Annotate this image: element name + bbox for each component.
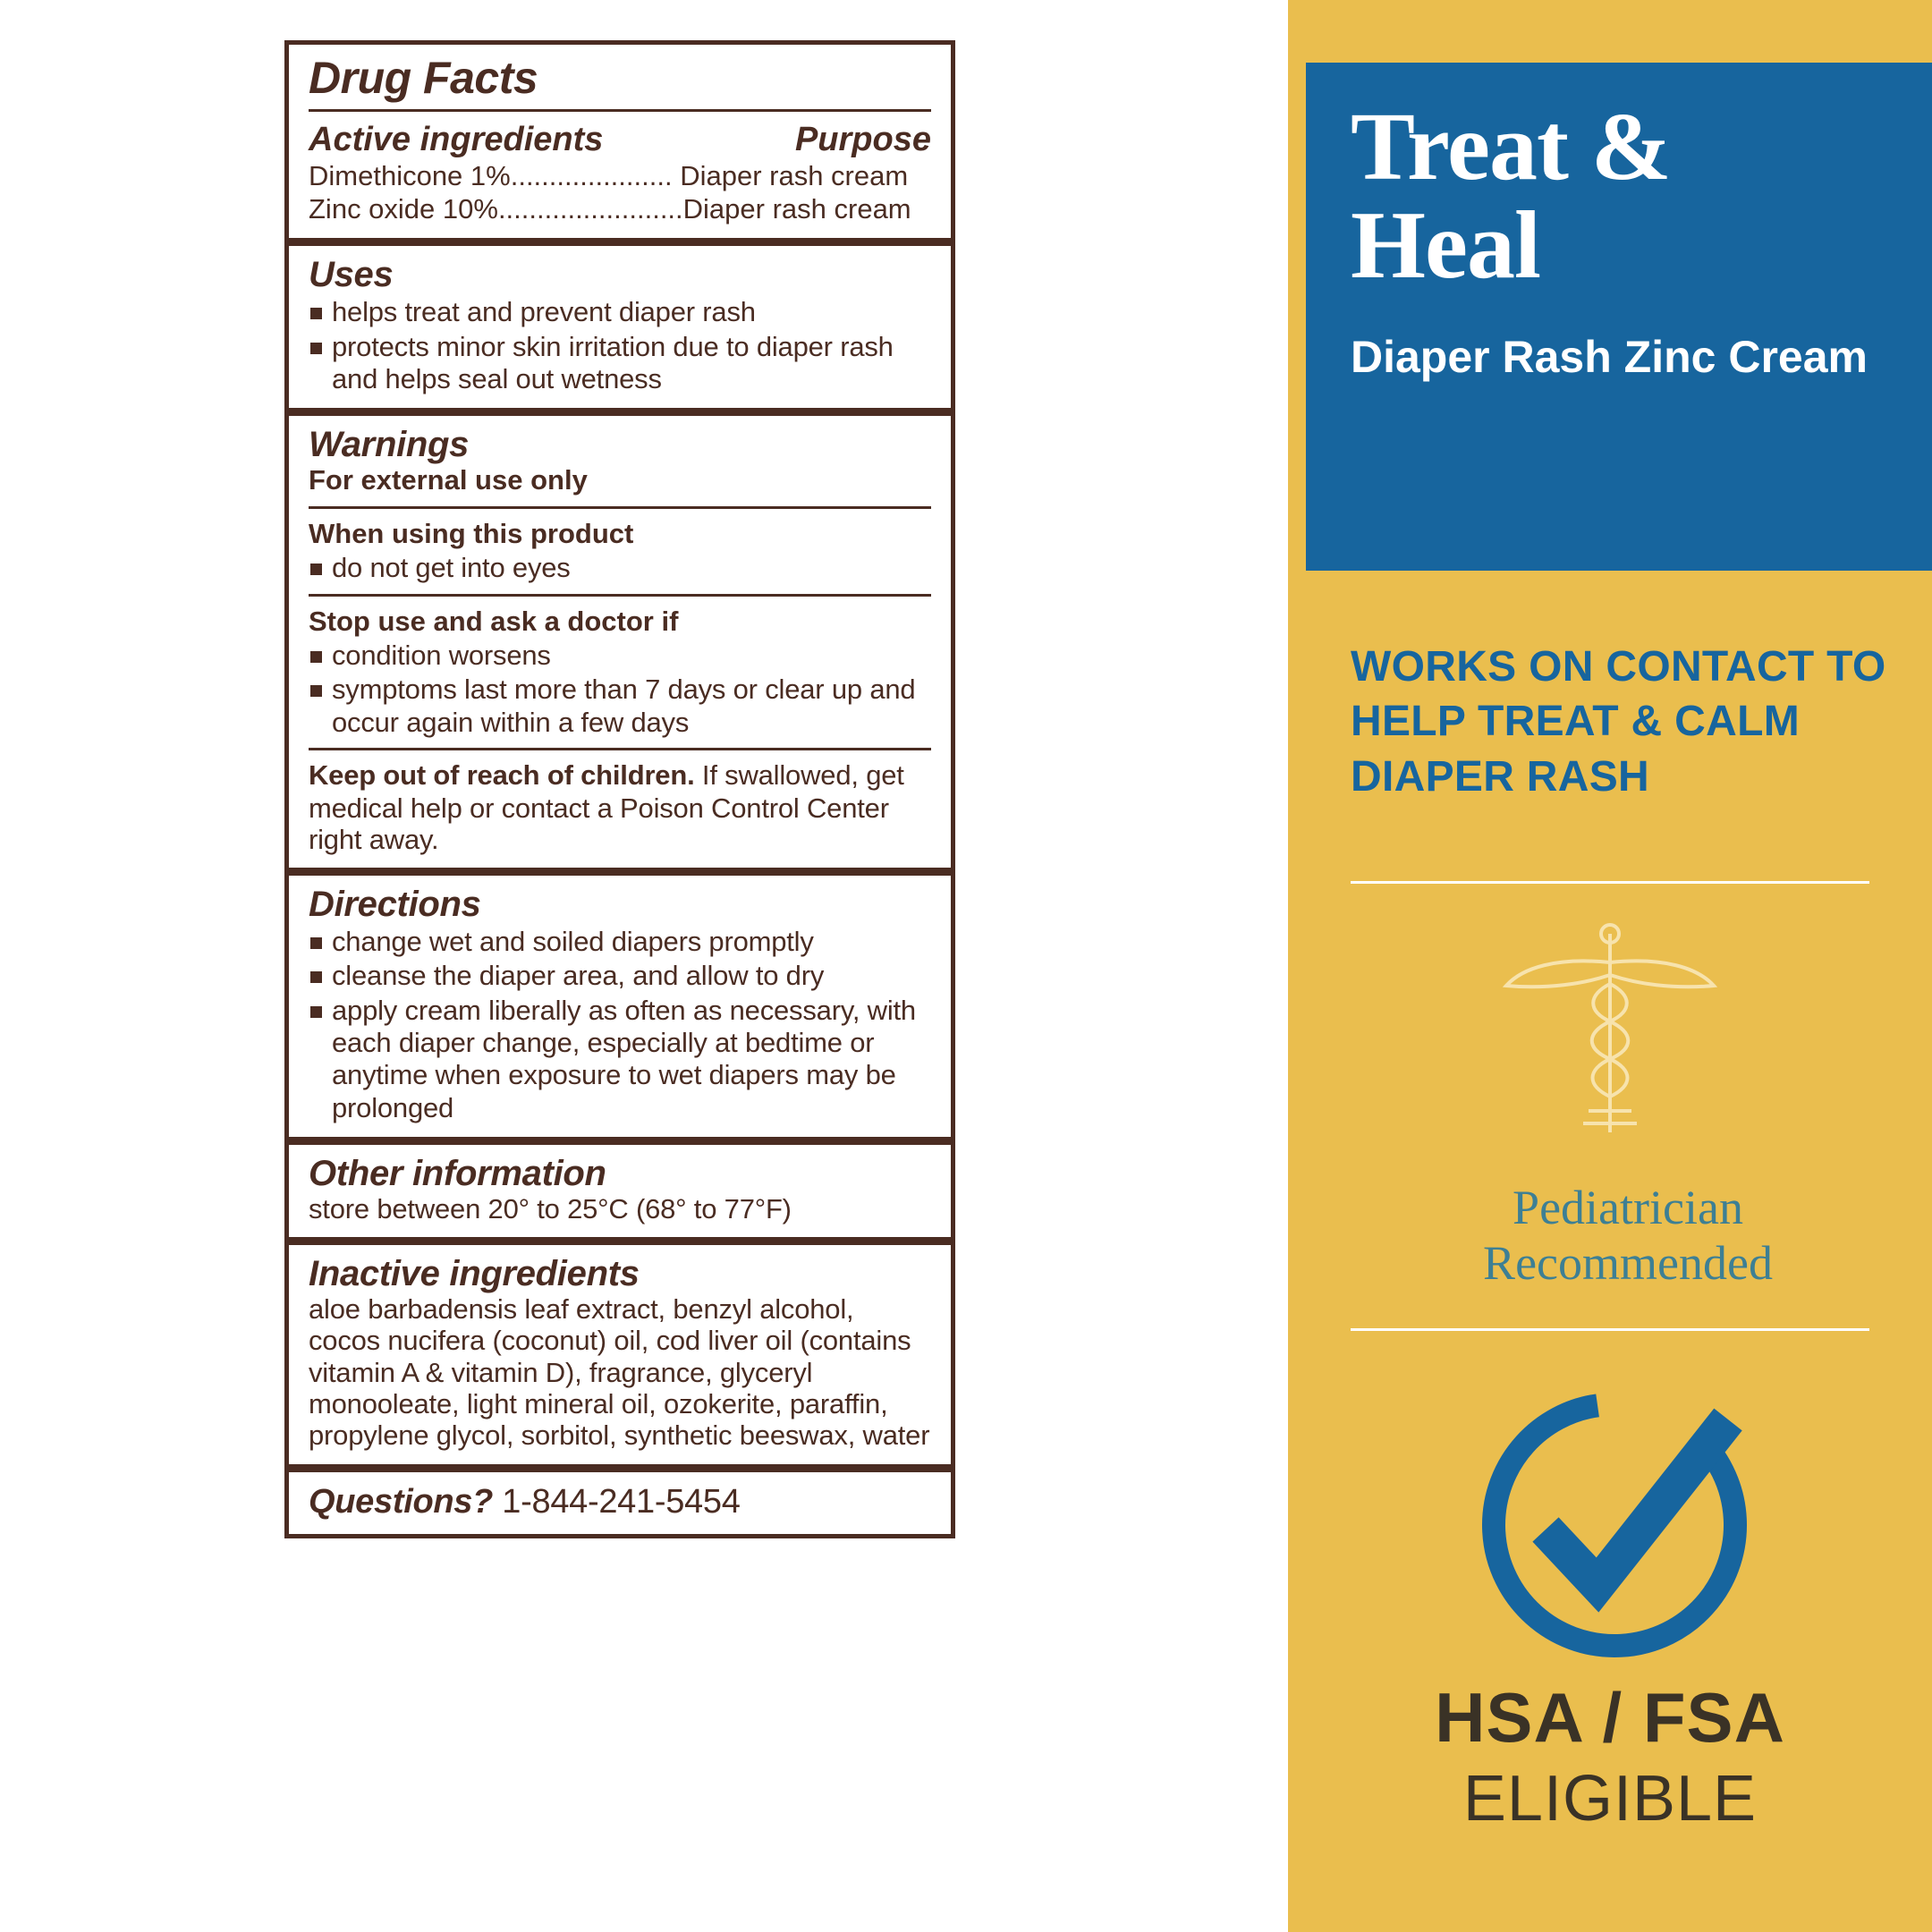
list-item: protects minor skin irritation due to diaper rash and helps seal out wetness [309,331,931,396]
purpose-label: Purpose [794,121,931,158]
directions-list [309,926,931,1124]
directions-title: Directions [309,885,481,925]
active-ingredients-header [309,121,931,159]
promo-title [1351,94,1887,300]
when-using-list [309,552,931,584]
warnings-divider [309,594,931,597]
warnings-section [289,416,951,876]
other-information-title: Other information [309,1153,606,1193]
warnings-title: Warnings [309,425,470,465]
when-using-title: When using this product [309,517,634,549]
uses-title: Uses [309,255,394,295]
active-ingredient-row: Zinc oxide 10%........................Diaper rash cream [309,193,911,225]
drug-facts-panel [284,40,955,1538]
inactive-ingredients-section [289,1245,951,1472]
stop-use-title: Stop use and ask a doctor if [309,605,679,637]
promo-title-line1: Treat & [1351,94,1671,200]
directions-section [289,876,951,1145]
stop-use-list [309,640,931,739]
hsa-fsa-eligible-badge [1324,1677,1896,1835]
caduceus-icon [1494,921,1726,1145]
keep-out-of-reach-rest: If swallowed, get medical help or contact a Poison Control Center right away. [309,758,904,855]
list-item: apply cream liberally as often as necessary, with each diaper change, especially at bedtime or anytime when exposure to wet diapers may be prolonged [309,995,931,1124]
keep-out-of-reach-bold: Keep out of reach of children. [309,758,695,791]
promo-title-line2: Heal [1351,192,1540,300]
questions-label: Questions? [309,1482,494,1521]
active-ingredients-label: Active ingredients [309,121,604,158]
other-information-text: store between 20° to 25°C (68° to 77°F) [309,1192,792,1224]
divider-top [1351,881,1869,884]
active-ingredient-row: Dimethicone 1%..................... Diaper rash cream [309,160,909,191]
questions-phone: 1-844-241-5454 [502,1482,741,1521]
uses-list [309,296,931,395]
promo-claim: WORKS ON CONTACT TO HELP TREAT & CALM DIAPER RASH [1351,643,1886,801]
list-item: do not get into eyes [309,552,931,584]
checkmark-circle-icon [1467,1364,1762,1659]
inactive-ingredients-text: aloe barbadensis leaf extract, benzyl alcohol, cocos nucifera (coconut) oil, cod liver oil (contains vitamin A & vitamin D), fragrance, glyceryl monooleate, light mineral oil, ozokerite, paraffin, propylene glycol, sorbitol, synthetic beeswax, water [309,1293,930,1452]
hsa-line1: HSA / FSA [1435,1678,1785,1757]
list-item: condition worsens [309,640,931,672]
list-item: change wet and soiled diapers promptly [309,926,931,958]
questions-section [289,1472,951,1534]
other-information-section [289,1145,951,1245]
promo-panel [1288,0,1932,1932]
list-item: symptoms last more than 7 days or clear up and occur again within a few days [309,674,931,739]
inactive-ingredients-title: Inactive ingredients [309,1254,640,1294]
keep-out-of-reach-text [309,759,931,855]
pediatrician-line1: Pediatrician [1513,1181,1743,1234]
list-item: helps treat and prevent diaper rash [309,296,931,328]
active-ingredients-section [289,112,951,246]
divider-bottom [1351,1328,1869,1331]
drug-facts-heading: Drug Facts [309,53,538,103]
warnings-divider [309,748,931,750]
pediatrician-line2: Recommended [1483,1235,1773,1290]
promo-blue-block [1306,63,1932,571]
external-use-text: For external use only [309,464,588,496]
uses-section [289,246,951,416]
promo-subtitle: Diaper Rash Zinc Cream [1351,332,1868,383]
list-item: cleanse the diaper area, and allow to dry [309,960,931,992]
pediatrician-recommended-text [1351,1181,1905,1291]
warnings-divider [309,506,931,509]
hsa-line2: ELIGIBLE [1462,1763,1758,1835]
